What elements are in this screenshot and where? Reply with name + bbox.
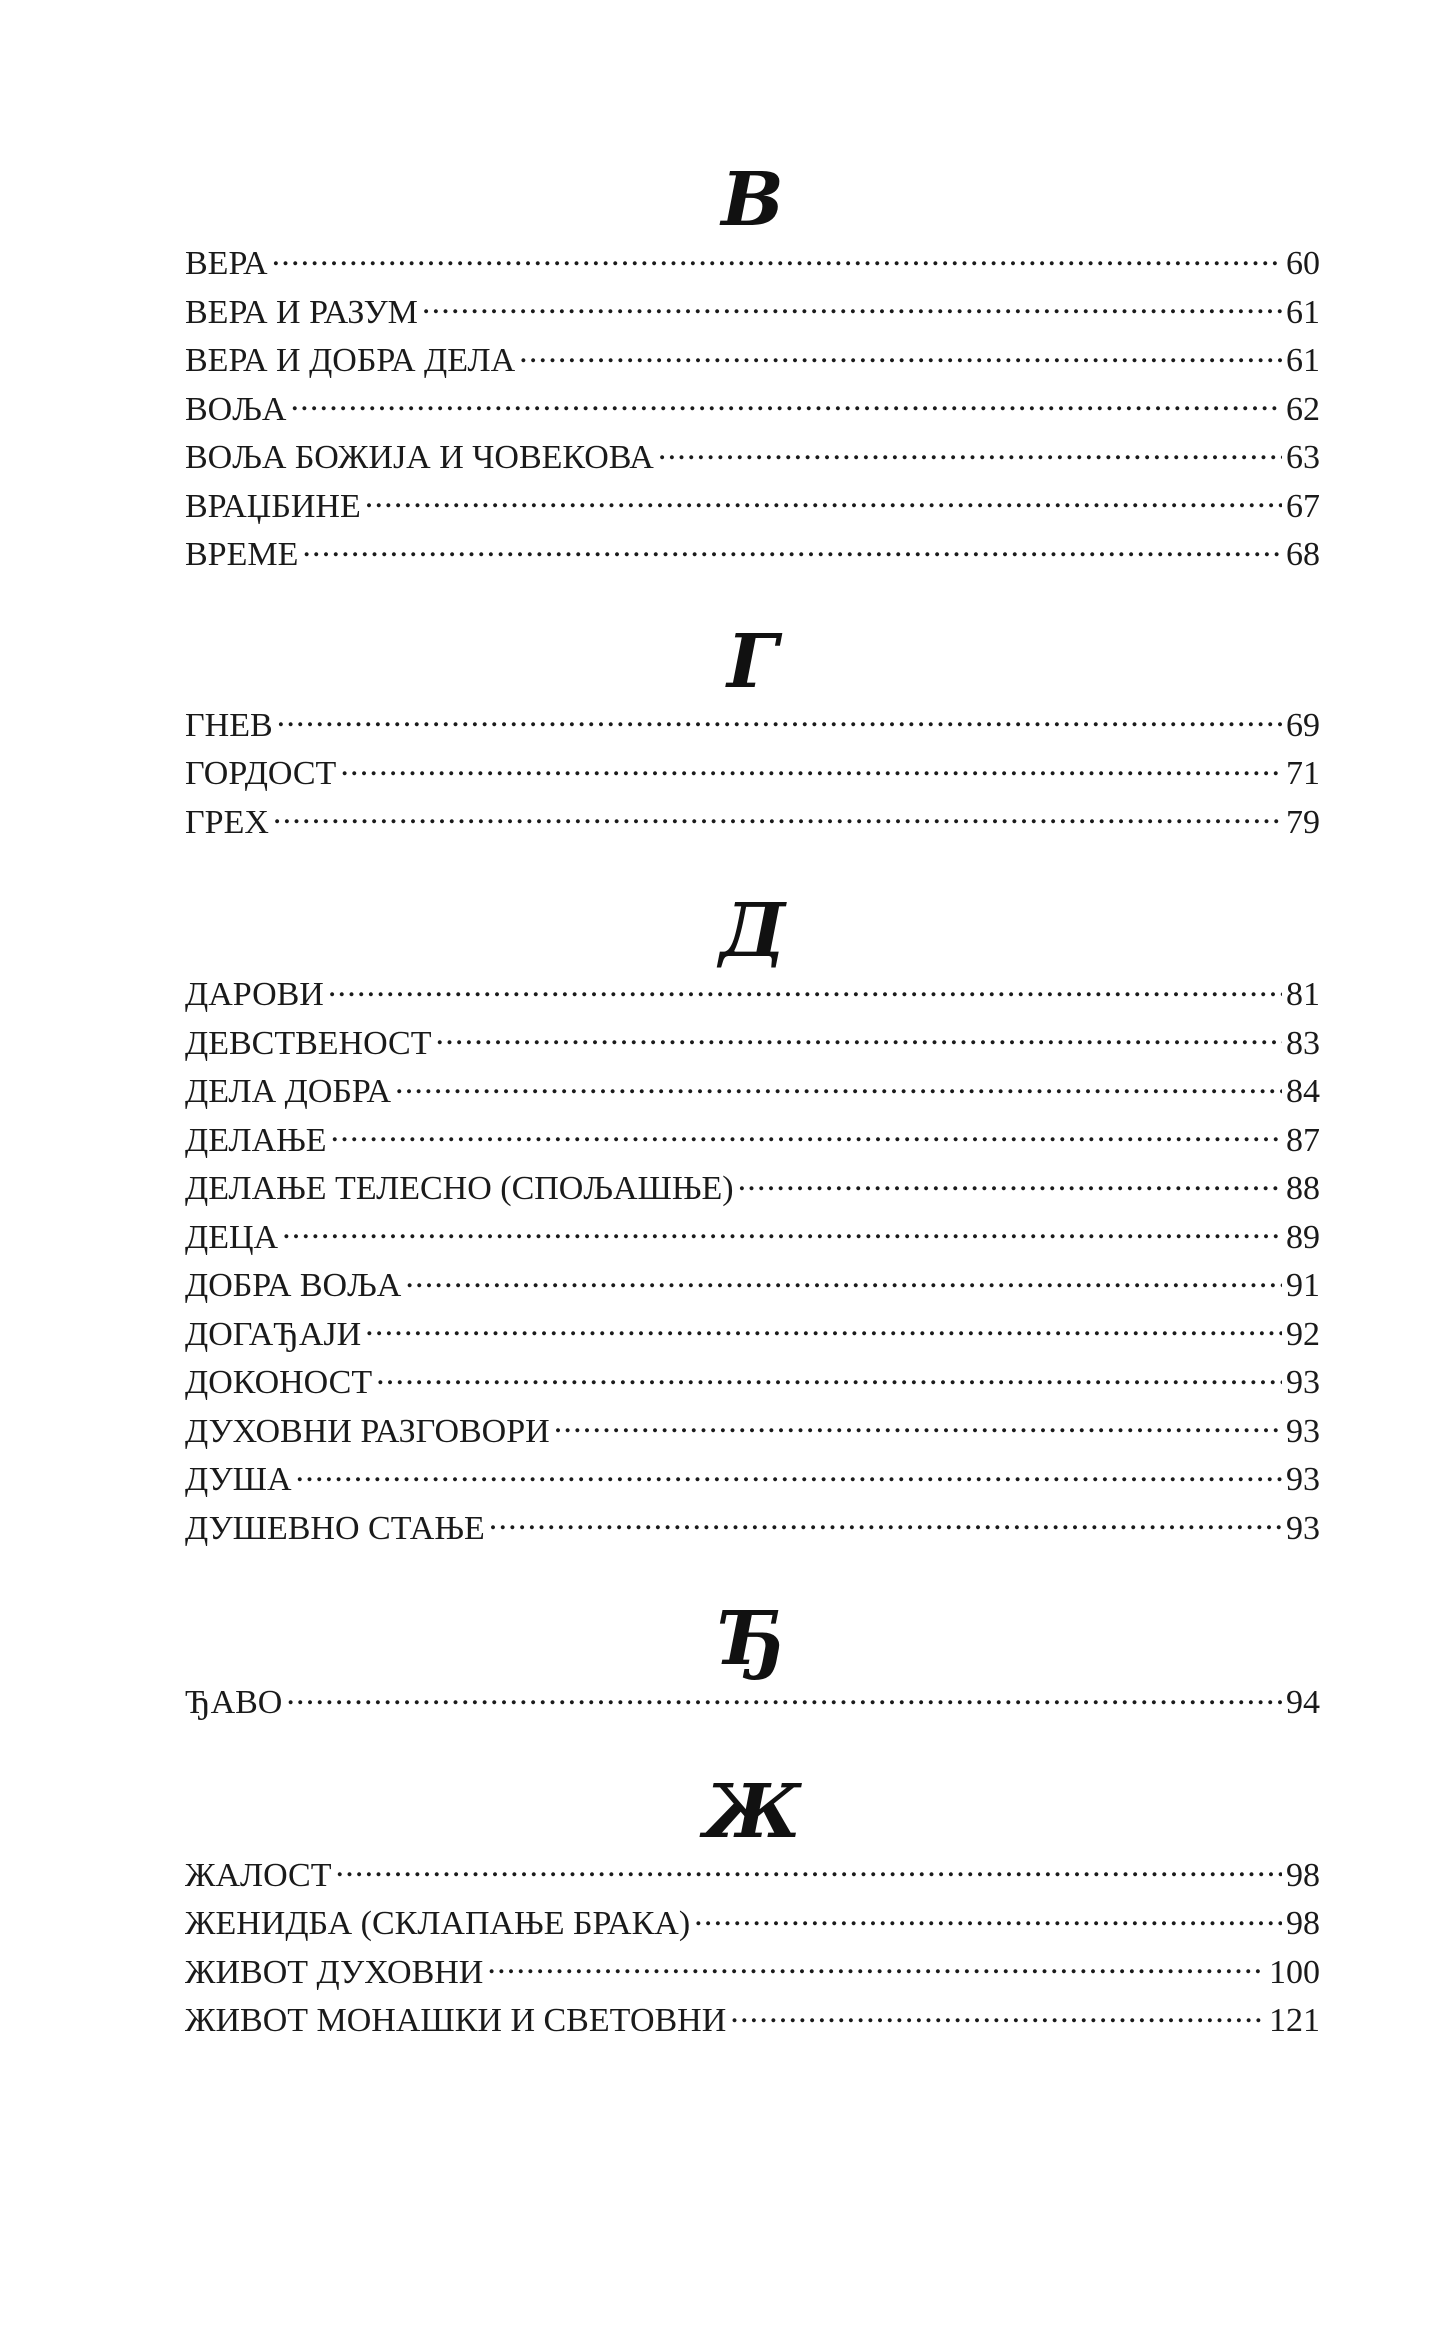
index-entry	[185, 1679, 1320, 1728]
index-entry	[185, 1408, 1320, 1457]
entry-page-number: 69	[1286, 706, 1320, 744]
entry-term: ДЕЛАЊЕ	[185, 1121, 327, 1159]
entry-page-number: 60	[1286, 245, 1320, 282]
dot-leader	[519, 337, 1282, 371]
entry-term: ДЕЛАЊЕ ТЕЛЕСНО (СПОЉАШЊЕ)	[185, 1170, 734, 1207]
entry-page-number: 92	[1286, 1315, 1320, 1353]
entry-page-number: 62	[1286, 390, 1320, 428]
entry-term: ВОЉА БОЖИЈА И ЧОВЕКОВА	[185, 439, 654, 476]
index-section-g	[185, 618, 1320, 848]
entry-term: ДУХОВНИ РАЗГОВОРИ	[185, 1412, 550, 1450]
index-entry	[185, 240, 1320, 289]
index-entry	[185, 337, 1320, 386]
dot-leader	[302, 531, 1282, 565]
section-letter-zh: Ж	[703, 1768, 802, 1855]
entry-term: ВЕРА	[185, 245, 268, 282]
dot-leader	[436, 1020, 1283, 1054]
entry-list	[185, 240, 1320, 580]
index-entry	[185, 1852, 1320, 1901]
dot-leader	[554, 1408, 1282, 1442]
index-section-v	[185, 157, 1320, 580]
index-entry	[185, 702, 1320, 751]
index-entry	[185, 1214, 1320, 1263]
section-letter-g: Г	[726, 618, 779, 705]
dot-leader	[730, 1997, 1265, 2031]
dot-leader	[365, 483, 1282, 517]
entry-page-number: 98	[1286, 1905, 1320, 1942]
entry-term: ВРЕМЕ	[185, 536, 299, 573]
index-entry	[185, 1068, 1320, 1117]
entry-term: ДОБРА ВОЉА	[185, 1267, 402, 1304]
index-entry	[185, 1949, 1320, 1998]
entry-term: ДОГАЂАЈИ	[185, 1315, 362, 1353]
dot-leader	[290, 386, 1282, 420]
index-section-zh	[185, 1768, 1320, 2046]
entry-page-number: 61	[1286, 342, 1320, 379]
entry-page-number: 89	[1286, 1218, 1320, 1256]
entry-page-number: 121	[1269, 2002, 1320, 2039]
entry-term: ДУШЕВНО СТАЊЕ	[185, 1509, 485, 1547]
dot-leader	[694, 1900, 1282, 1934]
section-letter-dj: Ђ	[719, 1596, 786, 1682]
dot-leader	[738, 1165, 1282, 1199]
entry-page-number: 68	[1286, 536, 1320, 573]
entry-page-number: 63	[1286, 439, 1320, 476]
entry-page-number: 98	[1286, 1856, 1320, 1894]
index-entry	[185, 483, 1320, 532]
entry-term: ВЕРА И РАЗУМ	[185, 293, 418, 331]
entry-term: ДОКОНОСТ	[185, 1364, 373, 1401]
entry-page-number: 61	[1286, 293, 1320, 331]
entry-page-number: 93	[1286, 1461, 1320, 1498]
index-section-dj	[185, 1596, 1320, 1728]
entry-term: ДАРОВИ	[185, 976, 324, 1013]
entry-term: ВЕРА И ДОБРА ДЕЛА	[185, 342, 516, 379]
entry-term: ЖИВОТ ДУХОВНИ	[185, 1953, 484, 1991]
section-letter-d: Д	[719, 888, 786, 974]
entry-page-number: 71	[1286, 755, 1320, 792]
entry-term: ДЕВСТВЕНОСТ	[185, 1024, 432, 1062]
dot-leader	[296, 1456, 1282, 1490]
dot-leader	[272, 240, 1282, 274]
entry-page-number: 67	[1286, 487, 1320, 525]
entry-page-number: 84	[1286, 1073, 1320, 1110]
entry-term: ДЕЦА	[185, 1218, 279, 1256]
dot-leader	[395, 1068, 1282, 1102]
dot-leader	[422, 289, 1282, 323]
entry-list	[185, 1679, 1320, 1728]
index-entry	[185, 434, 1320, 483]
dot-leader	[328, 971, 1282, 1005]
index-entry	[185, 971, 1320, 1020]
entry-page-number: 93	[1286, 1364, 1320, 1401]
entry-term: ЖЕНИДБА (СКЛАПАЊЕ БРАКА)	[185, 1905, 691, 1942]
entry-page-number: 94	[1286, 1684, 1320, 1721]
dot-leader	[331, 1117, 1282, 1151]
dot-leader	[286, 1679, 1282, 1713]
entry-page-number: 93	[1286, 1509, 1320, 1547]
dot-leader	[489, 1505, 1282, 1539]
dot-leader	[336, 1852, 1283, 1886]
index-entry	[185, 1900, 1320, 1949]
entry-term: ДЕЛА ДОБРА	[185, 1073, 392, 1110]
index-entry	[185, 1165, 1320, 1214]
dot-leader	[277, 702, 1282, 736]
entry-term: ГРЕХ	[185, 803, 269, 841]
entry-page-number: 88	[1286, 1170, 1320, 1207]
index-entry	[185, 386, 1320, 435]
dot-leader	[282, 1214, 1282, 1248]
index-entry	[185, 1117, 1320, 1166]
section-letter-v: В	[721, 157, 784, 243]
index-entry	[185, 1020, 1320, 1069]
entry-term: ГОРДОСТ	[185, 755, 337, 792]
index-entry	[185, 289, 1320, 338]
entry-term: ВРАЏБИНЕ	[185, 487, 361, 525]
index-entry	[185, 750, 1320, 799]
entry-term: ЂАВО	[185, 1684, 283, 1721]
entry-term: ЖИВОТ МОНАШКИ И СВЕТОВНИ	[185, 2002, 727, 2039]
entry-page-number: 91	[1286, 1267, 1320, 1304]
index-entry	[185, 1262, 1320, 1311]
entry-list	[185, 971, 1320, 1553]
index-entry	[185, 1456, 1320, 1505]
entry-page-number: 100	[1269, 1953, 1320, 1991]
entry-page-number: 93	[1286, 1412, 1320, 1450]
entry-page-number: 79	[1286, 803, 1320, 841]
dot-leader	[340, 750, 1282, 784]
index-entry	[185, 799, 1320, 848]
entry-term: ЖАЛОСТ	[185, 1856, 332, 1894]
dot-leader	[658, 434, 1282, 468]
dot-leader	[405, 1262, 1282, 1296]
entry-list	[185, 702, 1320, 848]
index-entry	[185, 1359, 1320, 1408]
index-page	[185, 157, 1320, 2046]
index-section-d	[185, 888, 1320, 1553]
entry-term: ДУША	[185, 1461, 292, 1498]
index-entry	[185, 1997, 1320, 2046]
entry-term: ВОЉА	[185, 390, 287, 428]
entry-page-number: 81	[1286, 976, 1320, 1013]
dot-leader	[365, 1311, 1282, 1345]
dot-leader	[487, 1949, 1265, 1983]
entry-page-number: 87	[1286, 1121, 1320, 1159]
entry-page-number: 83	[1286, 1024, 1320, 1062]
entry-list	[185, 1852, 1320, 2046]
dot-leader	[273, 799, 1282, 833]
entry-term: ГНЕВ	[185, 706, 273, 744]
index-entry	[185, 1505, 1320, 1554]
index-entry	[185, 1311, 1320, 1360]
dot-leader	[376, 1359, 1282, 1393]
index-entry	[185, 531, 1320, 580]
